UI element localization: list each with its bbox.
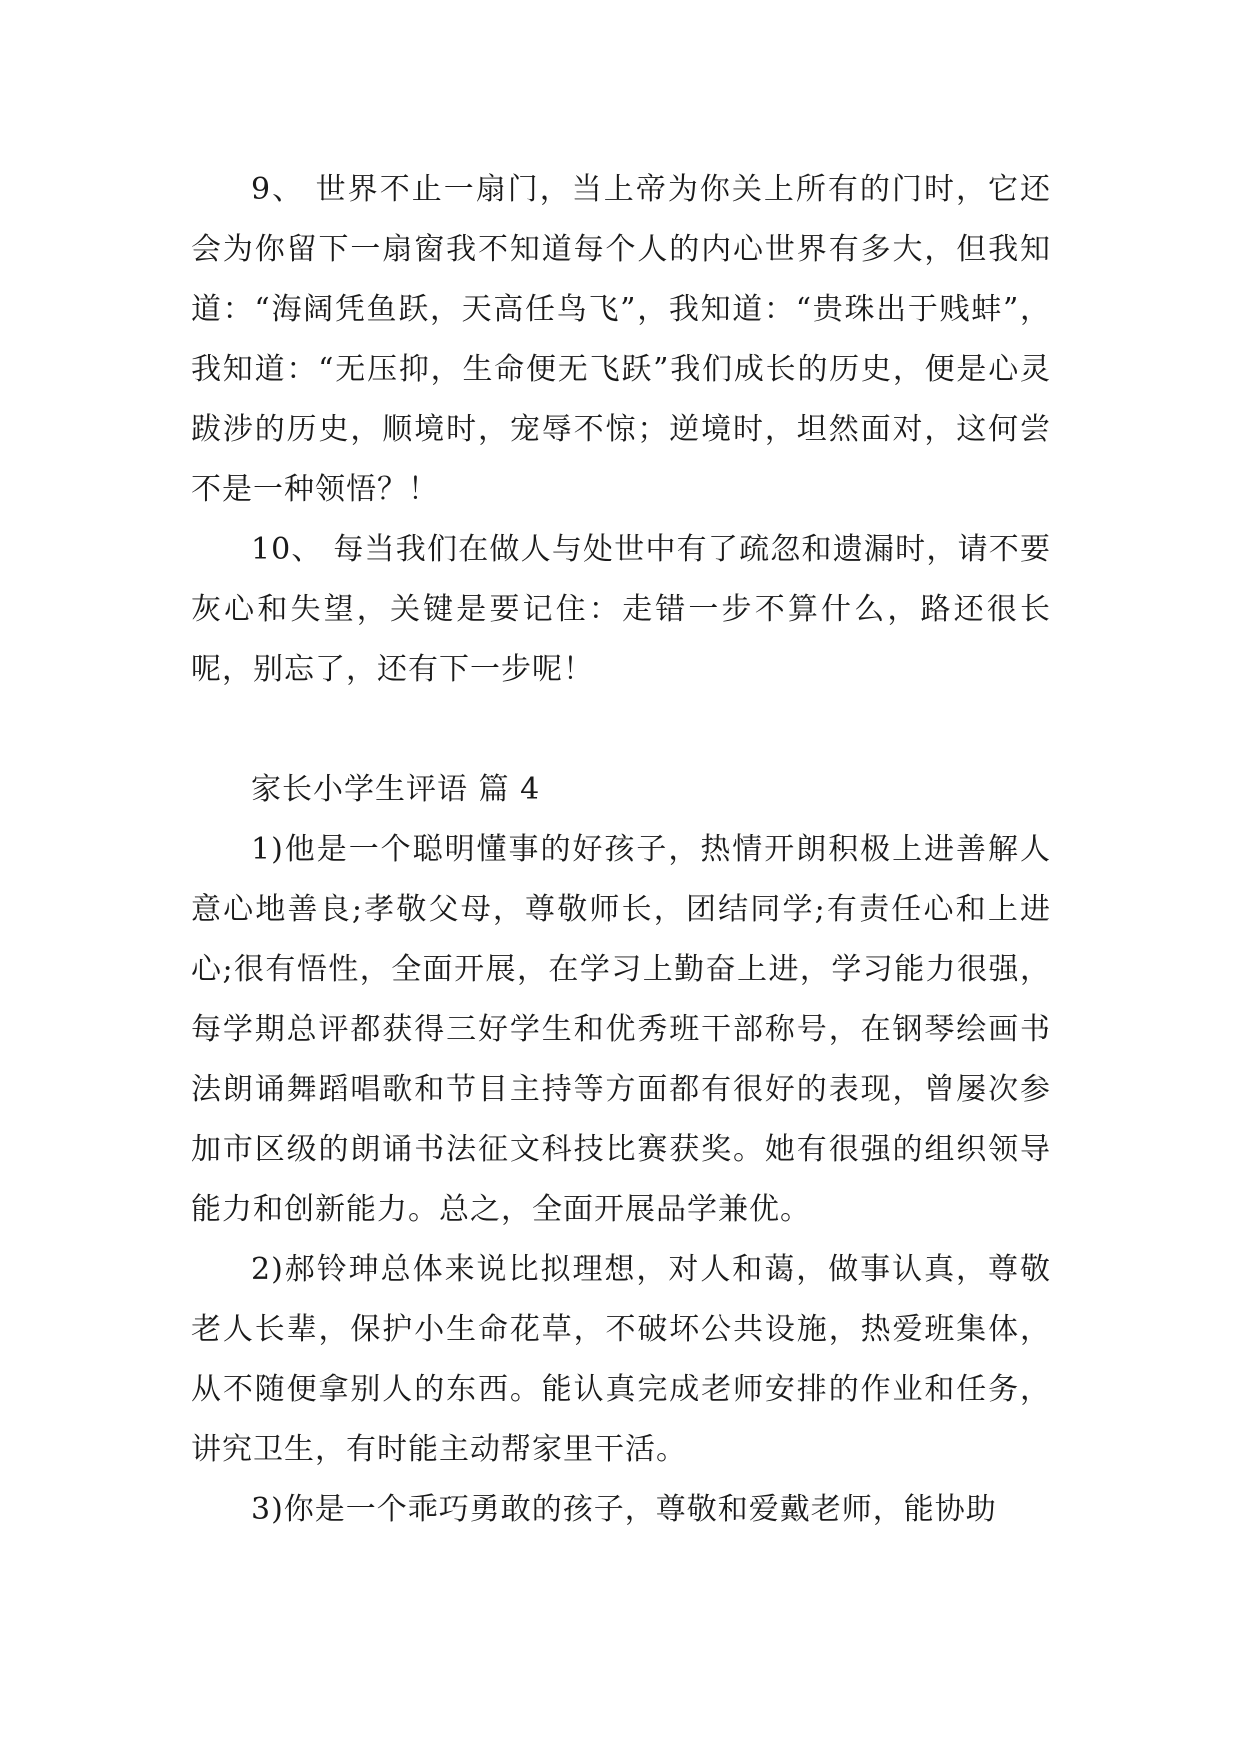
section-gap [191, 700, 1051, 760]
paragraph-item-9: 9、 世界不止一扇门，当上帝为你关上所有的门时，它还会为你留下一扇窗我不知道每个人的内心世界有多大，但我知道：“海阔凭鱼跃，天高任鸟飞”，我知道：“贵珠出于贱蚌”，我知道：“无压抑，生命便无飞跃”我们成长的历史，便是心灵跋涉的历史，顺境时，宠辱不惊；逆境时，坦然面对，这何尝不是一种领悟？！ [191, 172, 1051, 507]
document-body [191, 160, 1051, 1540]
section-title: 家长小学生评语 篇 4 [251, 772, 541, 807]
comment-paragraph-2: 2)郝铃珅总体来说比拟理想，对人和蔼，做事认真，尊敬老人长辈，保护小生命花草，不破坏公共设施，热爱班集体，从不随便拿别人的东西。能认真完成老师安排的作业和任务，讲究卫生，有时能主动帮家里干活。 [191, 1252, 1051, 1467]
paragraph-item-10: 10、 每当我们在做人与处世中有了疏忽和遗漏时，请不要灰心和失望，关键是要记住：走错一步不算什么，路还很长呢，别忘了，还有下一步呢！ [191, 532, 1051, 687]
comment-paragraph-3: 3)你是一个乖巧勇敢的孩子，尊敬和爱戴老师，能协助 [251, 1492, 997, 1527]
comment-paragraph-1: 1)他是一个聪明懂事的好孩子，热情开朗积极上进善解人意心地善良;孝敬父母，尊敬师长，团结同学;有责任心和上进心;很有悟性，全面开展，在学习上勤奋上进，学习能力很强，每学期总评都获得三好学生和优秀班干部称号，在钢琴绘画书法朗诵舞蹈唱歌和节目主持等方面都有很好的表现，曾屡次参加市区级的朗诵书法征文科技比赛获奖。她有很强的组织领导能力和创新能力。总之，全面开展品学兼优。 [191, 832, 1051, 1227]
